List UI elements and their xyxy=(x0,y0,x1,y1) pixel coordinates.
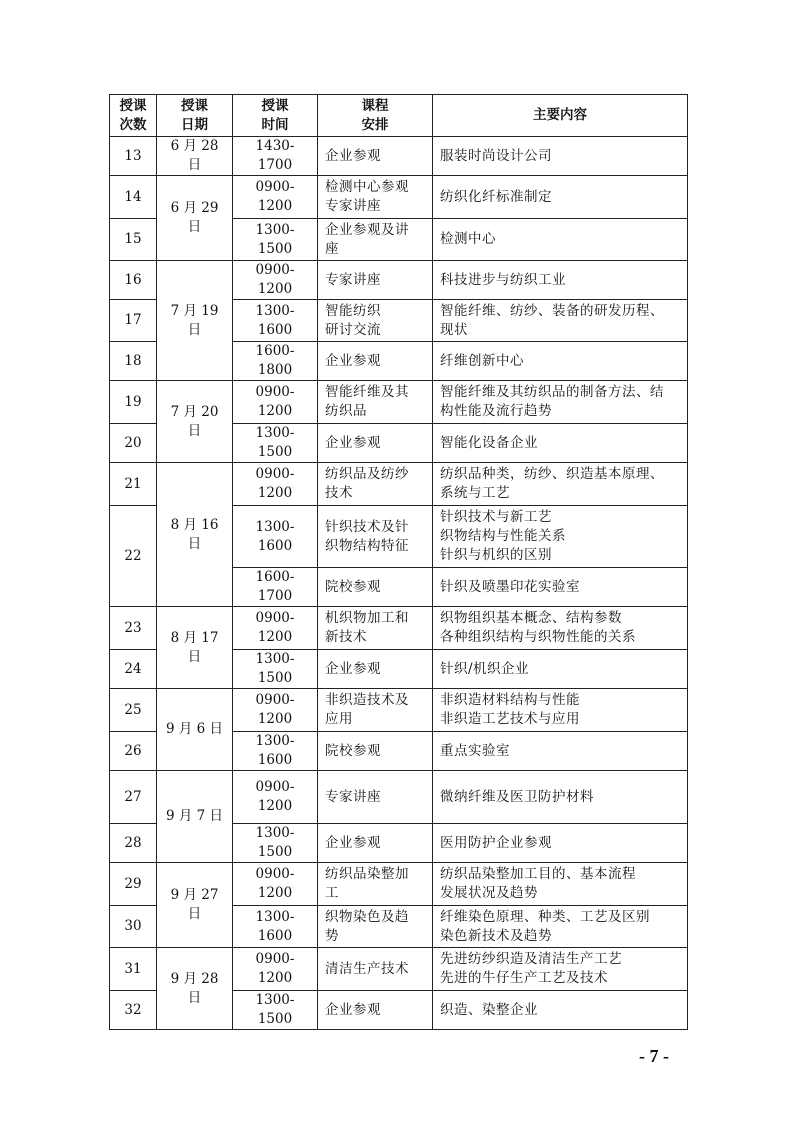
content-line: 针织/机织企业 xyxy=(440,660,530,677)
main-content xyxy=(433,506,688,568)
content-line: 先进纺纱织造及清洁生产工艺 xyxy=(440,951,622,967)
session-date: 7 月 19 日 xyxy=(157,261,233,381)
course-line: 企业参观 xyxy=(325,434,381,451)
course-line: 织物结构特征 xyxy=(325,537,409,554)
course-arrangement xyxy=(318,300,433,342)
content-line: 染色新技术及趋势 xyxy=(440,927,552,944)
content-line: 检测中心 xyxy=(440,231,496,247)
session-time: 1430-1700 xyxy=(233,137,318,176)
session-number: 27 xyxy=(110,771,157,824)
session-time: 1300-1500 xyxy=(233,991,318,1030)
course-line: 纺织品染整加 xyxy=(325,866,409,882)
main-content xyxy=(433,568,688,607)
session-time: 1600-1700 xyxy=(233,568,318,607)
session-time: 0900-1200 xyxy=(233,771,318,824)
course-line: 院校参观 xyxy=(325,742,381,759)
content-line: 重点实验室 xyxy=(440,742,510,759)
table-row xyxy=(110,176,688,219)
content-line: 智能纤维及其纺织品的制备方法、结 xyxy=(440,384,664,400)
content-line: 各种组织结构与织物性能的关系 xyxy=(440,629,636,645)
course-line: 智能纤维及其 xyxy=(325,384,409,400)
course-arrangement xyxy=(318,991,433,1030)
session-number: 14 xyxy=(110,176,157,219)
schedule-table xyxy=(109,94,688,1030)
table-row xyxy=(110,863,688,906)
session-number: 23 xyxy=(110,607,157,650)
content-line: 非织造材料结构与性能 xyxy=(440,692,580,708)
session-number: 19 xyxy=(110,381,157,424)
table-row xyxy=(110,689,688,732)
main-content xyxy=(433,906,688,948)
course-line: 工 xyxy=(325,885,339,901)
course-line: 企业参观 xyxy=(325,1001,381,1018)
session-time: 0900-1200 xyxy=(233,463,318,506)
session-date: 9 月 7 日 xyxy=(157,771,233,863)
content-line: 织造、染整企业 xyxy=(440,1001,538,1018)
session-number: 22 xyxy=(110,506,157,607)
session-time: 1300-1600 xyxy=(233,906,318,948)
course-arrangement xyxy=(318,689,433,732)
session-number: 26 xyxy=(110,732,157,771)
main-content xyxy=(433,689,688,732)
schedule-body xyxy=(110,137,688,1030)
main-content xyxy=(433,137,688,176)
session-number: 28 xyxy=(110,824,157,863)
header-row xyxy=(110,95,688,137)
course-line: 院校参观 xyxy=(325,578,381,595)
header-time: 授课 时间 xyxy=(233,95,318,137)
session-time: 1300-1600 xyxy=(233,732,318,771)
main-content xyxy=(433,824,688,863)
course-arrangement xyxy=(318,342,433,381)
content-line: 纺织品染整加工目的、基本流程 xyxy=(440,866,636,882)
course-line: 检测中心参观 xyxy=(325,179,409,195)
main-content xyxy=(433,650,688,689)
session-date: 8 月 16 日 xyxy=(157,463,233,607)
session-date: 8 月 17 日 xyxy=(157,607,233,689)
session-number: 13 xyxy=(110,137,157,176)
course-line: 新技术 xyxy=(325,629,367,645)
session-number: 31 xyxy=(110,948,157,991)
header-no: 授课 次数 xyxy=(110,95,157,137)
course-arrangement xyxy=(318,771,433,824)
course-arrangement xyxy=(318,506,433,568)
course-line: 企业参观 xyxy=(325,352,381,369)
course-line: 应用 xyxy=(325,711,353,727)
course-line: 非织造技术及 xyxy=(325,692,409,708)
main-content xyxy=(433,463,688,506)
session-time: 0900-1200 xyxy=(233,176,318,219)
session-time: 1300-1600 xyxy=(233,300,318,342)
course-arrangement xyxy=(318,607,433,650)
course-line: 企业参观 xyxy=(325,660,381,677)
course-line: 清洁生产技术 xyxy=(325,960,409,977)
main-content xyxy=(433,771,688,824)
course-line: 智能纺织 xyxy=(325,302,381,319)
main-content xyxy=(433,342,688,381)
course-arrangement xyxy=(318,261,433,300)
main-content xyxy=(433,300,688,342)
content-line: 智能纤维、纺纱、装备的研发历程、 xyxy=(440,302,664,319)
course-arrangement xyxy=(318,824,433,863)
content-line: 纺织品种类，纺纱、织造基本原理、 xyxy=(440,466,664,482)
session-date: 9 月 27 日 xyxy=(157,863,233,948)
session-number: 29 xyxy=(110,863,157,906)
main-content xyxy=(433,176,688,219)
course-line: 机织物加工和 xyxy=(325,610,409,626)
content-line: 医用防护企业参观 xyxy=(440,834,552,851)
main-content xyxy=(433,863,688,906)
course-arrangement xyxy=(318,650,433,689)
content-line: 微纳纤维及医卫防护材料 xyxy=(440,788,594,805)
table-row xyxy=(110,607,688,650)
session-time: 0900-1200 xyxy=(233,948,318,991)
main-content xyxy=(433,424,688,463)
session-time: 1300-1500 xyxy=(233,219,318,261)
course-arrangement xyxy=(318,424,433,463)
main-content xyxy=(433,732,688,771)
content-line: 针织与机织的区别 xyxy=(440,547,552,563)
course-line: 专家讲座 xyxy=(325,788,381,805)
session-number: 30 xyxy=(110,906,157,948)
session-number: 18 xyxy=(110,342,157,381)
content-line: 非织造工艺技术与应用 xyxy=(440,711,580,727)
table-row xyxy=(110,261,688,300)
content-line: 针织技术与新工艺 xyxy=(440,509,552,525)
course-line: 技术 xyxy=(325,485,353,501)
course-line: 企业参观 xyxy=(325,147,381,164)
course-arrangement xyxy=(318,732,433,771)
session-time: 1300-1500 xyxy=(233,650,318,689)
course-arrangement xyxy=(318,176,433,219)
content-line: 纺织化纤标准制定 xyxy=(440,188,552,205)
session-number: 16 xyxy=(110,261,157,300)
content-line: 先进的牛仔生产工艺及技术 xyxy=(440,970,608,986)
session-number: 24 xyxy=(110,650,157,689)
course-line: 专家讲座 xyxy=(325,271,381,288)
session-time: 1600-1800 xyxy=(233,342,318,381)
content-line: 织物组织基本概念、结构参数 xyxy=(440,610,622,626)
course-arrangement xyxy=(318,863,433,906)
course-line: 势 xyxy=(325,927,339,944)
table-row xyxy=(110,137,688,176)
session-date: 6 月 29 日 xyxy=(157,176,233,261)
table-row xyxy=(110,463,688,506)
content-line: 系统与工艺 xyxy=(440,485,510,501)
session-time: 0900-1200 xyxy=(233,261,318,300)
page-number: - 7 - xyxy=(639,1046,669,1066)
header-content: 主要内容 xyxy=(433,95,688,137)
course-line: 专家讲座 xyxy=(325,198,381,214)
session-time: 0900-1200 xyxy=(233,381,318,424)
session-date: 9 月 28 日 xyxy=(157,948,233,1030)
session-time: 1300-1600 xyxy=(233,506,318,568)
main-content xyxy=(433,219,688,261)
course-arrangement xyxy=(318,568,433,607)
table-row xyxy=(110,948,688,991)
course-line: 纺织品 xyxy=(325,403,367,419)
content-line: 智能化设备企业 xyxy=(440,434,538,451)
header-course: 课程 安排 xyxy=(318,95,433,137)
course-line: 针织技术及针 xyxy=(325,518,409,535)
session-date: 7 月 20 日 xyxy=(157,381,233,463)
session-date: 6 月 28 日 xyxy=(157,137,233,176)
main-content xyxy=(433,948,688,991)
course-arrangement xyxy=(318,381,433,424)
main-content xyxy=(433,381,688,424)
course-line: 纺织品及纺纱 xyxy=(325,466,409,482)
session-number: 25 xyxy=(110,689,157,732)
course-arrangement xyxy=(318,906,433,948)
session-time: 0900-1200 xyxy=(233,863,318,906)
session-time: 1300-1500 xyxy=(233,824,318,863)
content-line: 纤维染色原理、种类、工艺及区别 xyxy=(440,908,650,925)
course-arrangement xyxy=(318,219,433,261)
session-time: 0900-1200 xyxy=(233,607,318,650)
content-line: 构性能及流行趋势 xyxy=(440,403,552,419)
course-arrangement xyxy=(318,948,433,991)
main-content xyxy=(433,261,688,300)
main-content xyxy=(433,607,688,650)
content-line: 现状 xyxy=(440,321,468,338)
content-line: 织物结构与性能关系 xyxy=(440,528,566,544)
course-line: 企业参观 xyxy=(325,834,381,851)
course-line: 织物染色及趋 xyxy=(325,908,409,925)
content-line: 服装时尚设计公司 xyxy=(440,147,552,164)
table-row xyxy=(110,771,688,824)
content-line: 发展状况及趋势 xyxy=(440,885,538,901)
course-line: 研讨交流 xyxy=(325,321,381,338)
course-arrangement xyxy=(318,137,433,176)
content-line: 针织及喷墨印花实验室 xyxy=(440,578,580,595)
header-date: 授课 日期 xyxy=(157,95,233,137)
session-date: 9 月 6 日 xyxy=(157,689,233,771)
session-time: 0900-1200 xyxy=(233,689,318,732)
course-arrangement xyxy=(318,463,433,506)
content-line: 纤维创新中心 xyxy=(440,352,524,369)
session-number: 32 xyxy=(110,991,157,1030)
session-number: 15 xyxy=(110,219,157,261)
table-row xyxy=(110,381,688,424)
course-line: 企业参观及讲 xyxy=(325,221,409,238)
session-number: 17 xyxy=(110,300,157,342)
session-number: 20 xyxy=(110,424,157,463)
content-line: 科技进步与纺织工业 xyxy=(440,271,566,288)
session-number: 21 xyxy=(110,463,157,506)
course-line: 座 xyxy=(325,240,339,257)
main-content xyxy=(433,991,688,1030)
session-time: 1300-1500 xyxy=(233,424,318,463)
